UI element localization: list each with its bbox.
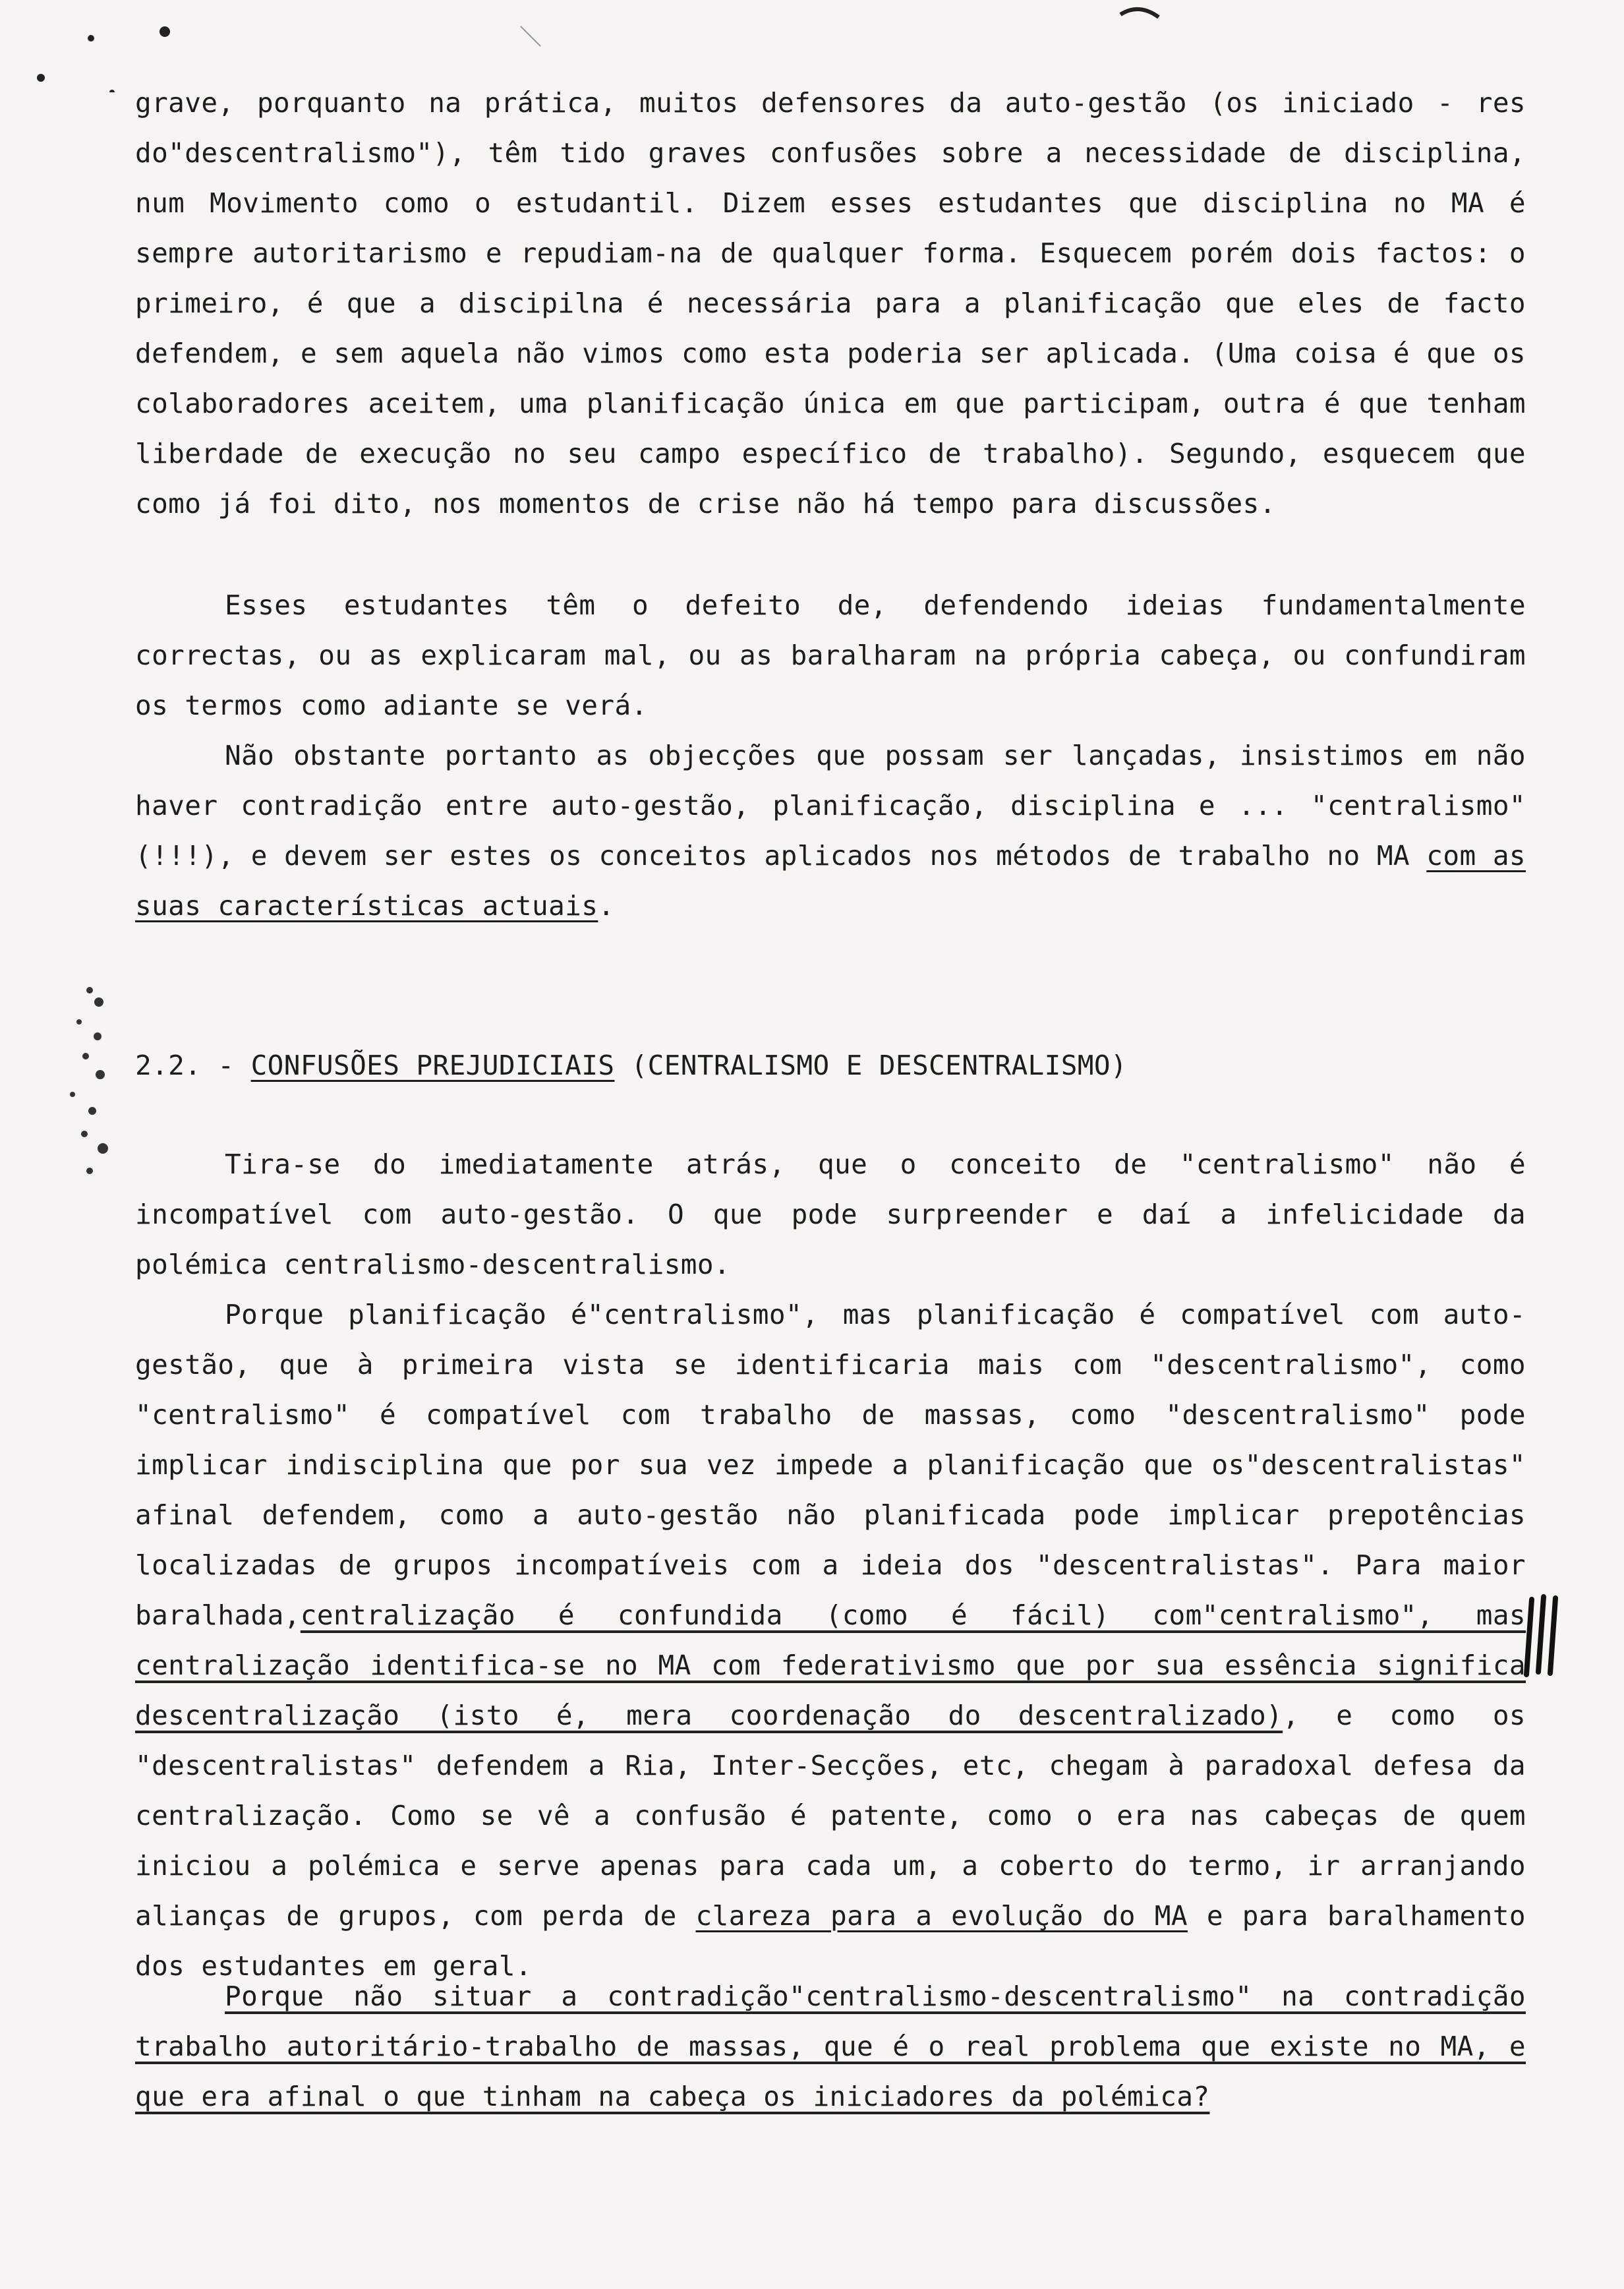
paragraph-3 <box>135 730 1526 931</box>
paragraph-5-part-c: e para baralhamento dos estudantes em geral. <box>135 1900 1526 1982</box>
paragraph-6 <box>135 1971 1526 2122</box>
section-title: CONFUSÕES PREJUDICIAIS <box>250 1050 615 1081</box>
paragraph-5-underlined-2: clareza para a evolução do MA <box>695 1900 1188 1932</box>
section-heading <box>135 1040 1127 1090</box>
paragraph-5 <box>135 1290 1526 1991</box>
paragraph-2 <box>135 580 1526 730</box>
paragraph-3-main: Não obstante portanto as objecções que possam ser lançadas, insistimos em não haver contradição entre auto-gestão, planificação, disciplina e ... "centralismo"(!!!), e devem ser estes os conceitos aplicados nos métodos de trabalho no MA <box>135 740 1526 872</box>
paragraph-1-text: grave, porquanto na prática, muitos defensores da auto-gestão (os iniciado - res do"descentralismo"), têm tido graves confusões sobre a necessidade de disciplina, num Movimento como o estudantil. Dizem esses estudantes que disciplina no MA é sempre autoritarismo e repudiam-na de qualquer forma. Esquecem porém dois factos: o primeiro, é que a discipilna é necessária para a planificação que eles de facto defendem, e sem aquela não vimos como esta poderia ser aplicada. (Uma coisa é que os colaboradores aceitem, uma planificação única em que participam, outra é que tenham liberdade de execução no seu campo específico de trabalho). Segundo, esquecem que como já foi dito, nos momentos de crise não há tempo para discussões. <box>135 87 1526 520</box>
paragraph-1 <box>135 78 1526 529</box>
paragraph-3-text <box>135 730 1526 931</box>
margin-marks <box>26 976 119 1193</box>
paragraph-3-end: . <box>598 890 615 922</box>
paragraph-5-part-b: , e como os "descentralistas" defendem a Ria, Inter-Secções, etc, chegam à paradoxal defesa da centralização. Como se vê a confusão é patente, como o era nas cabeças de quem iniciou a polémica e serve apenas para cada um, a coberto do termo, ir arranjando alianças de grupos, com perda de <box>135 1700 1526 1932</box>
margin-triple-bar-mark <box>1522 1594 1562 1680</box>
paragraph-6-text: Porque não situar a contradição"centralismo-descentralismo" na contradição trabalho autoritário-trabalho de massas, que é o real problema que existe no MA, e que era afinal o que tinham na cabeça os iniciadores da polémica? <box>135 1980 1526 2112</box>
section-subtitle: (CENTRALISMO E DESCENTRALISMO) <box>614 1050 1128 1081</box>
section-number: 2.2. - <box>135 1050 251 1081</box>
paragraph-2-text: Esses estudantes têm o defeito de, defendendo ideias fundamentalmente correctas, ou as explicaram mal, ou as baralharam na própria cabeça, ou confundiram os termos como adiante se verá. <box>135 589 1526 721</box>
paragraph-4 <box>135 1139 1526 1290</box>
paragraph-5-text <box>135 1290 1526 1991</box>
paragraph-5-part-a: Porque planificação é"centralismo", mas planificação é compatível com auto-gestão, que à primeira vista se identificaria mais com "descentralismo", como "centralismo" é compatível com trabalho de massas, como "descentralismo" pode implicar indisciplina que por sua vez impede a planificação que os"descentralistas" afinal defendem, como a auto-gestão não planificada pode implicar prepotências localizadas de grupos incompatíveis com a ideia dos "descentralistas". Para maior baralhada, <box>135 1299 1526 1631</box>
paragraph-5-handwritten-underline: centralização é confundida (como é fácil) com"centralismo", mas centralização identifica-se no MA com federativismo que por sua essência significa descentralização (isto é, mera coordenação do descentralizado) <box>135 1599 1526 1731</box>
paragraph-3-underlined: com as suas características actuais <box>135 840 1526 922</box>
paragraph-4-text: Tira-se do imediatamente atrás, que o conceito de "centralismo" não é incompatível com auto-gestão. O que pode surpreender e daí a infelicidade da polémica centralismo-descentralismo. <box>135 1148 1526 1280</box>
